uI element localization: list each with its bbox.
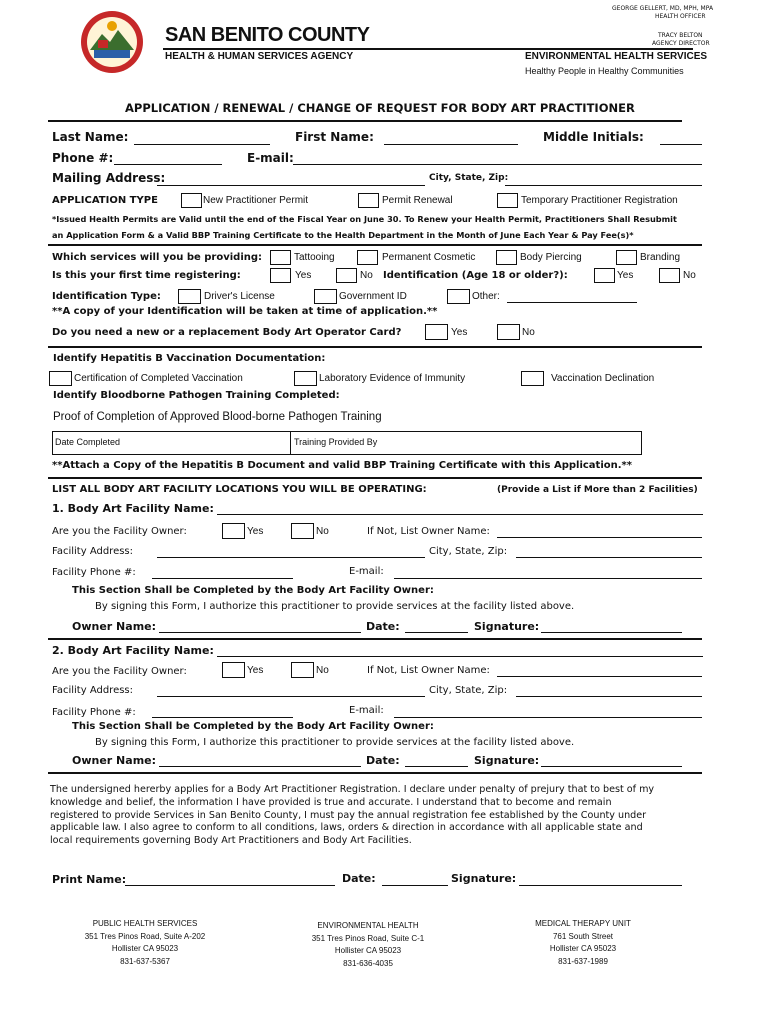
piercing-checkbox[interactable]: [496, 250, 517, 265]
facility1-owner-no-checkbox[interactable]: [291, 523, 314, 539]
branding-label: Branding: [640, 252, 681, 263]
attach-note: **Attach a Copy of the Hepatitis B Document and valid BBP Training Certificate with this Application.**: [52, 460, 633, 471]
bbp-label: Identify Bloodborne Pathogen Training Completed:: [53, 390, 340, 401]
declaration-line-5: local requirements governing Body Art Practitioners and Body Art Facilities.: [50, 835, 412, 846]
operator-card-no-checkbox[interactable]: [497, 324, 520, 340]
print-signature-label: Signature:: [451, 872, 517, 885]
facility2-city-label: City, State, Zip:: [429, 685, 508, 696]
form-title: APPLICATION / RENEWAL / CHANGE OF REQUEST FOR BODY ART PRACTITIONER: [125, 101, 635, 115]
mailing-address-label: Mailing Address:: [52, 171, 166, 185]
footer-medical-city: Hollister CA 95023: [549, 944, 617, 953]
hepb-lab-label: Laboratory Evidence of Immunity: [319, 373, 466, 384]
government-id-label: Government ID: [339, 291, 407, 302]
middle-initials-input[interactable]: [660, 144, 702, 145]
facility2-title: 2. Body Art Facility Name:: [52, 644, 214, 657]
facility1-name-input[interactable]: [217, 514, 703, 515]
footer-environmental-city: Hollister CA 95023: [334, 946, 402, 955]
training-provided-by-field[interactable]: Training Provided By: [294, 437, 378, 447]
facility1-owner-name-sign-input[interactable]: [159, 632, 361, 633]
mailing-address-input[interactable]: [157, 185, 425, 186]
other-id-input[interactable]: [507, 302, 637, 303]
hepb-certification-label: Certification of Completed Vaccination: [74, 373, 243, 384]
operator-card-question: Do you need a new or a replacement Body Art Operator Card?: [52, 327, 402, 338]
operator-card-yes-checkbox[interactable]: [425, 324, 448, 340]
renewal-checkbox[interactable]: [358, 193, 379, 208]
footer-medical-title: MEDICAL THERAPY UNIT: [535, 919, 631, 928]
hepb-lab-checkbox[interactable]: [294, 371, 317, 386]
agency-name: HEALTH & HUMAN SERVICES AGENCY: [165, 51, 354, 62]
date-completed-field[interactable]: Date Completed: [55, 437, 121, 447]
facility2-owner-question: Are you the Facility Owner:: [52, 666, 187, 677]
other-id-checkbox[interactable]: [447, 289, 470, 304]
hepb-declination-label: Vaccination Declination: [551, 373, 655, 384]
id-age-yes-checkbox[interactable]: [594, 268, 615, 283]
facility2-owner-section: This Section Shall be Completed by the Body Art Facility Owner:: [72, 721, 434, 732]
footer-public-health-title: PUBLIC HEALTH SERVICES: [92, 919, 198, 928]
id-age-question: Identification (Age 18 or older?):: [383, 270, 568, 281]
permit-note-line2: an Application Form & a Valid BBP Training Certificate to the Health Department in the Month of June Each Year & Pay Fee(s)*: [52, 230, 634, 240]
new-permit-label: New Practitioner Permit: [203, 195, 309, 206]
facility2-if-not-owner: If Not, List Owner Name:: [367, 665, 490, 676]
facility2-email-label: E-mail:: [349, 705, 384, 716]
hepb-certification-checkbox[interactable]: [49, 371, 72, 386]
officer-name: GEORGE GELLERT, MD, MPH, MPA: [612, 5, 714, 12]
facility1-signature-label: Signature:: [474, 620, 540, 633]
bbp-proof-text: Proof of Completion of Approved Blood-borne Pathogen Training: [53, 411, 382, 423]
phone-label: Phone #:: [52, 151, 114, 165]
cosmetic-checkbox[interactable]: [357, 250, 378, 265]
footer-environmental-title: ENVIRONMENTAL HEALTH: [317, 921, 419, 930]
facility2-owner-yes-label: Yes: [247, 665, 264, 676]
facility2-owner-yes-checkbox[interactable]: [222, 662, 245, 678]
footer-medical-address: 761 South Street: [552, 931, 614, 941]
facility2-city-input[interactable]: [516, 696, 702, 697]
other-id-label: Other:: [472, 291, 500, 302]
facility1-email-label: E-mail:: [349, 566, 384, 577]
drivers-license-checkbox[interactable]: [178, 289, 201, 304]
facility1-email-input[interactable]: [394, 578, 702, 579]
id-age-yes-label: Yes: [617, 270, 634, 281]
division-name: ENVIRONMENTAL HEALTH SERVICES: [525, 51, 708, 62]
facility2-owner-name-input[interactable]: [497, 676, 702, 677]
id-age-no-checkbox[interactable]: [659, 268, 680, 283]
government-id-checkbox[interactable]: [314, 289, 337, 304]
first-name-label: First Name:: [295, 130, 374, 144]
print-signature-input[interactable]: [519, 885, 682, 886]
footer-public-health-address: 351 Tres Pinos Road, Suite A-202: [84, 931, 206, 941]
facility1-owner-question: Are you the Facility Owner:: [52, 526, 187, 537]
facility2-signature-input[interactable]: [541, 766, 682, 767]
county-seal: [80, 10, 144, 74]
facilities-heading: LIST ALL BODY ART FACILITY LOCATIONS YOU WILL BE OPERATING:: [52, 484, 427, 495]
director-title: AGENCY DIRECTOR: [652, 40, 710, 47]
declaration-line-1: The undersigned hererby applies for a Body Art Practitioner Registration. I declare under penalty of prejury that to best of my: [50, 784, 655, 795]
footer-environmental-health: [303, 920, 433, 970]
facility2-name-input[interactable]: [217, 656, 703, 657]
facility1-owner-authorize: By signing this Form, I authorize this practitioner to provide services at the facility listed above.: [95, 601, 575, 612]
first-time-no-checkbox[interactable]: [336, 268, 357, 283]
facility1-owner-section: This Section Shall be Completed by the Body Art Facility Owner:: [72, 585, 434, 596]
last-name-label: Last Name:: [52, 130, 129, 144]
branding-checkbox[interactable]: [616, 250, 637, 265]
facility1-address-label: Facility Address:: [52, 546, 134, 557]
piercing-label: Body Piercing: [520, 252, 582, 263]
print-name-label: Print Name:: [52, 873, 127, 886]
declaration-line-3: registered to provide Services in San Benito County, I must pay the annual registration fee established by the County under: [50, 810, 647, 821]
city-state-zip-input[interactable]: [505, 185, 702, 186]
tattooing-checkbox[interactable]: [270, 250, 291, 265]
operator-card-no-label: No: [522, 327, 535, 338]
facility2-date-input[interactable]: [405, 766, 468, 767]
first-time-no-label: No: [360, 270, 373, 281]
first-time-question: Is this your first time registering:: [52, 270, 241, 281]
id-type-label: Identification Type:: [52, 291, 161, 302]
facility1-owner-yes-checkbox[interactable]: [222, 523, 245, 539]
facility2-address-label: Facility Address:: [52, 685, 134, 696]
facility1-title: 1. Body Art Facility Name:: [52, 502, 214, 515]
facility1-if-not-owner: If Not, List Owner Name:: [367, 526, 490, 537]
operator-card-yes-label: Yes: [451, 327, 468, 338]
facility1-address-input[interactable]: [157, 557, 425, 558]
print-name-input[interactable]: [125, 885, 335, 886]
facility1-owner-yes-label: Yes: [247, 526, 264, 537]
facility1-city-input[interactable]: [516, 557, 702, 558]
facility2-owner-name-label: Owner Name:: [72, 754, 157, 767]
id-age-no-label: No: [683, 270, 696, 281]
facility1-phone-label: Facility Phone #:: [52, 567, 136, 578]
tattooing-label: Tattooing: [294, 252, 335, 263]
facility2-owner-name-sign-input[interactable]: [159, 766, 361, 767]
footer-environmental-address: 351 Tres Pinos Road, Suite C-1: [311, 933, 425, 943]
city-state-zip-label: City, State, Zip:: [429, 173, 509, 183]
middle-initials-label: Middle Initials:: [543, 130, 644, 144]
facility1-phone-input[interactable]: [152, 578, 293, 579]
new-permit-checkbox[interactable]: [181, 193, 202, 208]
phone-input[interactable]: [114, 164, 222, 165]
facility2-date-label: Date:: [366, 754, 400, 767]
drivers-license-label: Driver's License: [204, 291, 275, 302]
county-name: SAN BENITO COUNTY: [165, 24, 370, 46]
first-time-yes-label: Yes: [295, 270, 312, 281]
temporary-checkbox[interactable]: [497, 193, 518, 208]
cosmetic-label: Permanent Cosmetic: [382, 252, 476, 263]
facility2-owner-no-checkbox[interactable]: [291, 662, 314, 678]
footer-public-health-city: Hollister CA 95023: [111, 944, 179, 953]
print-date-input[interactable]: [382, 885, 448, 886]
footer-medical-phone: 831-637-1989: [558, 956, 608, 966]
id-note: **A copy of your Identification will be taken at time of application.**: [52, 306, 438, 317]
first-name-input[interactable]: [384, 144, 518, 145]
officer-title: HEALTH OFFICER: [655, 13, 706, 20]
permit-note-line1: *Issued Health Permits are Valid until the end of the Fiscal Year on June 30. To Renew your Health Permit, Practitioners Shall Resubmit: [52, 214, 677, 224]
email-label: E-mail:: [247, 151, 294, 165]
declaration-line-4: applicable law. I also agree to conform to all conditions, laws, orders & direction in accordance with all applicable state and: [50, 822, 643, 833]
facility1-owner-no-label: No: [316, 526, 329, 537]
facility2-phone-input[interactable]: [152, 717, 293, 718]
email-input[interactable]: [293, 164, 702, 165]
facility1-city-label: City, State, Zip:: [429, 546, 508, 557]
facility2-phone-label: Facility Phone #:: [52, 707, 136, 718]
renewal-label: Permit Renewal: [382, 195, 453, 206]
facility1-date-label: Date:: [366, 620, 400, 633]
hepb-declination-checkbox[interactable]: [521, 371, 544, 386]
temporary-label: Temporary Practitioner Registration: [521, 195, 678, 206]
facility1-owner-name-input[interactable]: [497, 537, 702, 538]
facility2-owner-authorize: By signing this Form, I authorize this practitioner to provide services at the facility listed above.: [95, 737, 575, 748]
application-type-label: APPLICATION TYPE: [52, 195, 158, 206]
tagline: Healthy People in Healthy Communities: [525, 66, 684, 76]
facility1-owner-name-label: Owner Name:: [72, 620, 157, 633]
print-date-label: Date:: [342, 872, 376, 885]
footer-public-health-phone: 831-637-5367: [120, 956, 170, 966]
hepb-label: Identify Hepatitis B Vaccination Documentation:: [53, 353, 326, 364]
facilities-subheading: (Provide a List if More than 2 Facilities): [497, 485, 698, 495]
declaration-line-2: knowledge and belief, the information I have provided is true and accurate. I understand that to become and remain: [50, 797, 612, 808]
last-name-input[interactable]: [134, 144, 270, 145]
director-name: TRACY BELTON: [658, 32, 703, 39]
services-question: Which services will you be providing:: [52, 252, 263, 263]
facility2-owner-no-label: No: [316, 665, 329, 676]
footer-environmental-phone: 831-636-4035: [343, 958, 393, 968]
facility2-signature-label: Signature:: [474, 754, 540, 767]
footer-medical-therapy: [518, 918, 648, 968]
facility1-date-input[interactable]: [405, 632, 468, 633]
facility1-signature-input[interactable]: [541, 632, 682, 633]
first-time-yes-checkbox[interactable]: [270, 268, 291, 283]
footer-public-health: [80, 918, 210, 968]
facility2-email-input[interactable]: [394, 717, 702, 718]
facility2-address-input[interactable]: [157, 696, 425, 697]
